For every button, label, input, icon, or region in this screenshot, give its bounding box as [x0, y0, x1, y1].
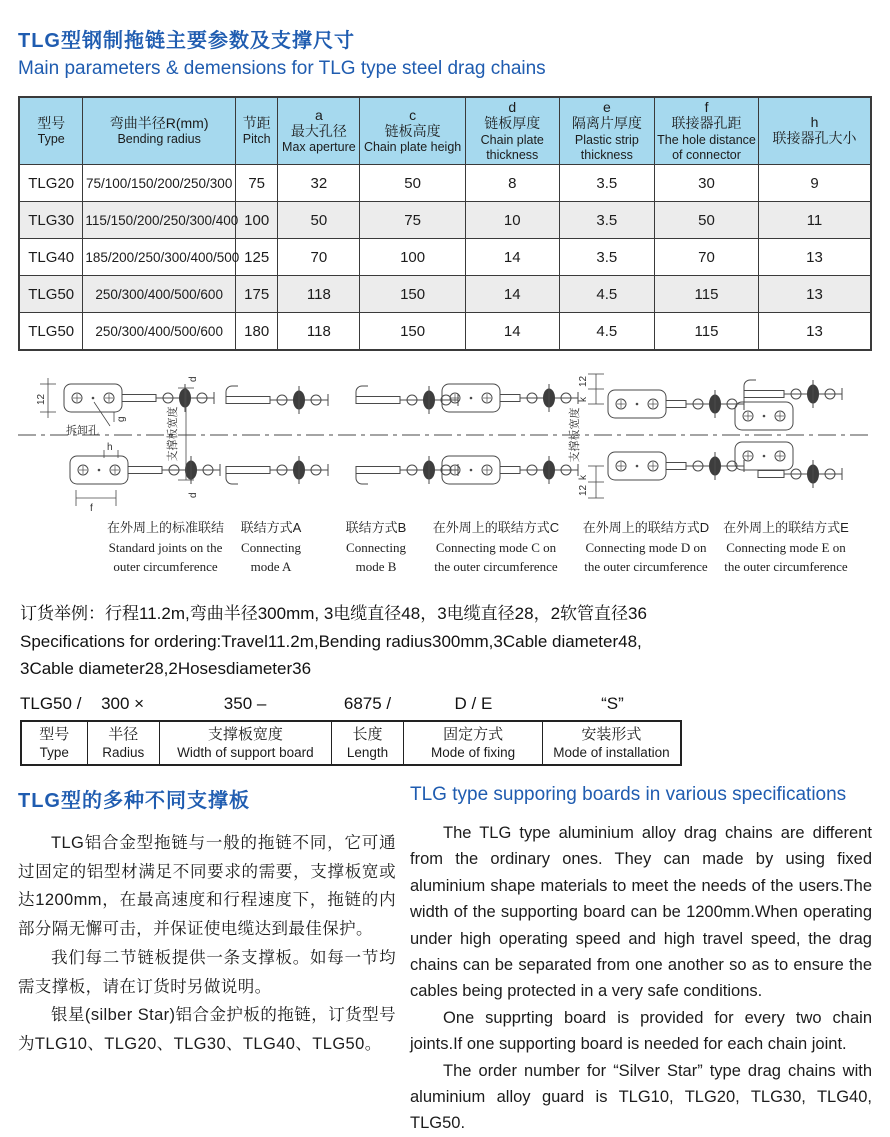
table-cell: 14	[465, 276, 559, 313]
code-cell-radius: 半径 Radius	[87, 721, 160, 765]
paragraph-en-3: The order number for “Silver Star” type drag chains with aluminium alloy guard is TLG10, TLG20, TLG30, TLG40, TLG50.	[410, 1061, 872, 1133]
table-cell: 14	[465, 313, 559, 351]
table-cell: 150	[360, 313, 466, 351]
ordering-example	[20, 600, 680, 683]
paragraph-zh-2: 我们每二节链板提供一条支撑板。如每一节均需支撑板，请在订货时另做说明。	[18, 948, 396, 996]
connection-diagrams	[18, 358, 872, 516]
col-header-h: h 联接器孔大小	[758, 97, 871, 165]
caption-standard-joints: 在外周上的标准联结 Standard joints on the outer circumference	[106, 520, 224, 574]
dim-label-12-top: 12	[578, 375, 589, 387]
dim-label-f: f	[90, 503, 93, 514]
order-code-line	[20, 694, 682, 714]
diagram-captions	[18, 518, 872, 584]
table-cell: 125	[235, 239, 278, 276]
paragraph-zh-3: 银星(silber Star)铝合金护板的拖链，订货型号为TLG10、TLG20、TLG30、TLG40、TLG50。	[18, 1006, 396, 1053]
table-cell: 3.5	[559, 165, 654, 202]
section-heading-zh: TLG型的多种不同支撑板	[18, 790, 250, 812]
page-header	[18, 24, 546, 80]
table-cell: 30	[655, 165, 759, 202]
table-cell: 75/100/150/200/250/300	[83, 165, 236, 202]
table-row-tlg50b	[19, 313, 871, 351]
table-cell: 175	[235, 276, 278, 313]
col-header-d: d 链板厚度 Chain plate thickness	[465, 97, 559, 165]
caption-mode-a: 联结方式A Connecting mode A	[240, 520, 302, 574]
table-cell: 4.5	[559, 276, 654, 313]
paragraph-en-1: The TLG type aluminium alloy drag chains are different from the ordinary ones. They can made by using fixed aluminium shape materials to meet the needs of the users.The width of the supporting board can be 1200mm.When operating under high operating speed and high travel speed, the drag chains can be separated from one another so as to ensure the cables being protected in a very safe conditions.	[410, 824, 872, 1001]
code-cell-length: 长度 Length	[331, 721, 404, 765]
board-width-label-2: 支撑板宽度	[569, 407, 581, 463]
parameters-table	[18, 96, 872, 351]
table-row-tlg50a	[19, 276, 871, 313]
dim-label-h: h	[107, 442, 113, 453]
table-cell: TLG50	[19, 313, 83, 351]
code-segment-radius: 300 ×	[101, 694, 145, 713]
table-cell: 10	[465, 202, 559, 239]
ordering-line-en2: 3Cable diameter28,2Hosesdiameter36	[20, 659, 312, 679]
table-row-tlg40	[19, 239, 871, 276]
table-cell: 50	[278, 202, 360, 239]
table-cell: 50	[360, 165, 466, 202]
caption-mode-c: 在外周上的联结方式C Connecting mode C on the outer circumference	[432, 520, 560, 574]
page-title-en: Main parameters & demensions for TLG type steel drag chains	[18, 58, 546, 79]
table-cell: 13	[758, 313, 871, 351]
table-cell: 118	[278, 313, 360, 351]
dim-label-12: 12	[36, 393, 47, 405]
parameters-table-header	[19, 97, 871, 165]
code-cell-board-width: 支撑板宽度 Width of support board	[160, 721, 332, 765]
dim-label-d-top: d	[188, 376, 199, 382]
table-cell: 118	[278, 276, 360, 313]
section-zh	[18, 784, 396, 1059]
dim-label-g: g	[116, 416, 127, 422]
table-cell: 3.5	[559, 202, 654, 239]
section-en	[410, 784, 872, 1137]
table-cell: TLG20	[19, 165, 83, 202]
table-cell: 180	[235, 313, 278, 351]
disassembly-hole-label: 拆卸孔	[66, 425, 99, 437]
table-cell: 115	[655, 313, 759, 351]
caption-mode-e: 在外周上的联结方式E Connecting mode E on the outer circumference	[723, 520, 849, 574]
table-cell: 32	[278, 165, 360, 202]
table-cell: 13	[758, 239, 871, 276]
code-segment-length: 6875 /	[343, 694, 392, 713]
table-cell: 115/150/200/250/300/400	[83, 202, 236, 239]
table-cell: 115	[655, 276, 759, 313]
dim-label-k-top: k	[578, 397, 589, 402]
paragraph-en-2: One supprting board is provided for every two chain joints.If one supporting board is needed for each chain joint.	[410, 1008, 872, 1054]
table-cell: 13	[758, 276, 871, 313]
table-cell: 100	[360, 239, 466, 276]
ordering-line-zh: 订货举例：行程11.2m,弯曲半径300mm, 3电缆直径48，3电缆直径28，2软管直径36	[20, 604, 647, 623]
col-header-f: f 联接器孔距 The hole distance of connector	[655, 97, 759, 165]
col-header-a: a 最大孔径 Max aperture	[278, 97, 360, 165]
table-cell: 8	[465, 165, 559, 202]
table-cell: TLG50	[19, 276, 83, 313]
table-cell: 75	[235, 165, 278, 202]
order-code-table	[20, 720, 682, 766]
table-cell: 250/300/400/500/600	[83, 276, 236, 313]
board-width-label-1: 支撑板宽度	[167, 406, 179, 462]
code-segment-fixing: D / E	[454, 694, 493, 713]
paragraph-zh-1: TLG铝合金型拖链与一般的拖链不同，它可通过固定的铝型材满足不同要求的需要，支撑板宽或达1200mm，在最高速度和行程速度下，拖链的内部分隔无懈可击，并保证使电缆达到最佳保护。	[18, 834, 396, 939]
code-cell-fixing: 固定方式 Mode of fixing	[404, 721, 543, 765]
table-cell: 4.5	[559, 313, 654, 351]
table-cell: 75	[360, 202, 466, 239]
col-header-type: 型号 Type	[19, 97, 83, 165]
technical-drawing	[18, 358, 872, 516]
table-cell: TLG30	[19, 202, 83, 239]
ordering-line-en1: Specifications for ordering:Travel11.2m,Bending radius300mm,3Cable diameter48,	[20, 631, 642, 651]
dim-label-d-bottom: d	[188, 492, 199, 498]
caption-mode-b: 联结方式B Connecting mode B	[345, 520, 407, 574]
col-header-e: e 隔离片厚度 Plastic strip thickness	[559, 97, 654, 165]
table-cell: 250/300/400/500/600	[83, 313, 236, 351]
code-cell-install: 安装形式 Mode of installation	[542, 721, 681, 765]
caption-mode-d: 在外周上的联结方式D Connecting mode D on the outer circumference	[582, 520, 710, 574]
section-heading-en: TLG type supporing boards in various specifications	[410, 784, 847, 805]
table-cell: 70	[655, 239, 759, 276]
code-segment-width: 350 –	[223, 694, 267, 713]
table-cell: 11	[758, 202, 871, 239]
code-cell-type: 型号 Type	[21, 721, 87, 765]
code-segment-install: “S”	[601, 694, 624, 713]
table-cell: 70	[278, 239, 360, 276]
table-cell: 9	[758, 165, 871, 202]
table-cell: 100	[235, 202, 278, 239]
table-cell: 14	[465, 239, 559, 276]
table-cell: 150	[360, 276, 466, 313]
table-row-tlg30	[19, 202, 871, 239]
col-header-bending-radius: 弯曲半径R(mm) Bending radius	[83, 97, 236, 165]
col-header-c: c 链板高度 Chain plate heigh	[360, 97, 466, 165]
table-cell: 185/200/250/300/400/500	[83, 239, 236, 276]
table-cell: 50	[655, 202, 759, 239]
code-segment-model: TLG50 /	[20, 694, 82, 713]
dim-label-k-bottom: k	[578, 475, 589, 480]
col-header-pitch: 节距 Pitch	[235, 97, 278, 165]
dim-label-12-bottom: 12	[578, 484, 589, 496]
table-cell: 3.5	[559, 239, 654, 276]
table-cell: TLG40	[19, 239, 83, 276]
page-title-zh: TLG型钢制拖链主要参数及支撑尺寸	[18, 30, 355, 52]
table-row-tlg20	[19, 165, 871, 202]
